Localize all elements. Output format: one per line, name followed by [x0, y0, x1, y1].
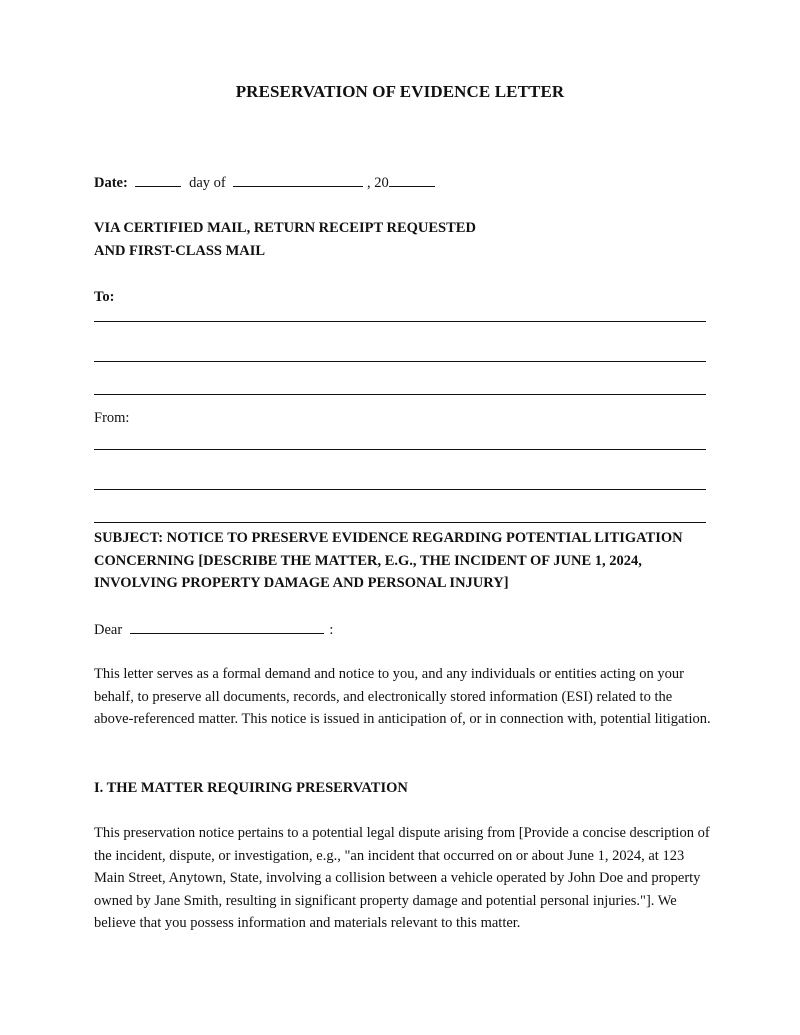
- section-1-paragraph: This preservation notice pertains to a potential legal dispute arising from [Provide a concise description of the incident, dispute, or investigation, e.g., "an incident that occurred on or about June 1, 2024, at 123 Main Street, Anytown, State, involving a collision between a vehicle operated by John Doe and property owned by Jane Smith, resulting in significant property damage and potential personal injuries."]. We believe that you possess information and materials relevant to this matter.: [94, 825, 710, 931]
- from-line-3[interactable]: [94, 522, 706, 523]
- salutation-prefix: Dear: [94, 622, 123, 638]
- date-label: Date:: [94, 175, 128, 191]
- date-day-blank[interactable]: [135, 174, 181, 187]
- date-line: [94, 174, 435, 192]
- date-month-blank[interactable]: [233, 174, 363, 187]
- document-title: PRESERVATION OF EVIDENCE LETTER: [235, 82, 565, 101]
- date-year-blank[interactable]: [389, 174, 435, 187]
- day-of-text: day of: [189, 175, 226, 191]
- to-line-1[interactable]: [94, 321, 706, 322]
- to-line-2[interactable]: [94, 361, 706, 362]
- section-1-heading: I. THE MATTER REQUIRING PRESERVATION: [94, 780, 408, 796]
- from-label: From:: [94, 410, 130, 426]
- from-line-2[interactable]: [94, 489, 706, 490]
- delivery-line-2: AND FIRST-CLASS MAIL: [94, 243, 266, 259]
- salutation-name-blank[interactable]: [130, 621, 324, 634]
- subject-heading: SUBJECT: NOTICE TO PRESERVE EVIDENCE REGARDING POTENTIAL LITIGATION CONCERNING [DESCRIBE THE MATTER, E.G., THE INCIDENT OF JUNE 1, 2024, INVOLVING PROPERTY DAMAGE AND PERSONAL INJURY]: [94, 530, 683, 591]
- to-label: To:: [94, 289, 115, 305]
- salutation-suffix: :: [329, 622, 334, 638]
- salutation-line: [94, 621, 333, 639]
- year-prefix-text: , 20: [366, 175, 389, 191]
- intro-paragraph: This letter serves as a formal demand and notice to you, and any individuals or entities acting on your behalf, to preserve all documents, records, and electronically stored information (ESI) related to the above-referenced matter. This notice is issued in anticipation of, or in connection with, potential litigation.: [94, 666, 711, 727]
- delivery-line-1: VIA CERTIFIED MAIL, RETURN RECEIPT REQUESTED: [94, 220, 476, 236]
- to-line-3[interactable]: [94, 394, 706, 395]
- from-line-1[interactable]: [94, 449, 706, 450]
